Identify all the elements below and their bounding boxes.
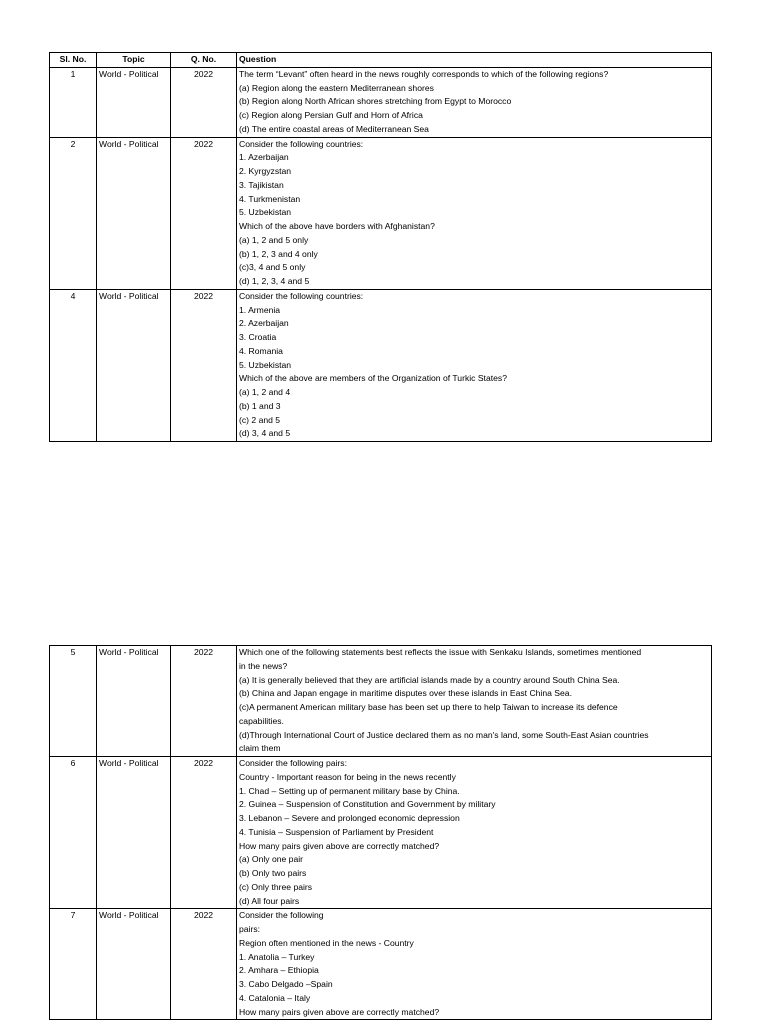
question-line: 4. Turkmenistan <box>239 193 301 204</box>
question-line: (a) Region along the eastern Mediterranean shores <box>239 82 434 93</box>
question-line: 5. Uzbekistan <box>239 207 292 218</box>
topic-cell: World - Political <box>97 646 171 757</box>
questions-table-2 <box>49 645 712 1020</box>
header-sl-no: Sl. No. <box>50 53 97 68</box>
question-line: Consider the following countries: <box>239 138 364 149</box>
question-line: (b) 1, 2, 3 and 4 only <box>239 248 318 259</box>
sl-no-cell: 1 <box>50 67 97 137</box>
question-line: capabilities. <box>239 715 284 726</box>
question-cell <box>237 137 712 289</box>
question-line: (d) 1, 2, 3, 4 and 5 <box>239 276 310 286</box>
question-cell <box>237 909 712 1020</box>
question-line: 1. Chad – Setting up of permanent military base by China. <box>239 785 460 796</box>
question-line: Country - Important reason for being in the news recently <box>239 771 456 782</box>
sl-no-cell: 5 <box>50 646 97 757</box>
question-line: Region often mentioned in the news - Country <box>239 937 414 948</box>
question-cell <box>237 289 712 441</box>
question-line: 2. Azerbaijan <box>239 318 289 329</box>
table-row <box>50 67 712 137</box>
table-2-body <box>50 646 712 1020</box>
topic-cell: World - Political <box>97 757 171 909</box>
q-no-cell: 2022 <box>171 67 237 137</box>
question-line: 2. Kyrgyzstan <box>239 166 292 176</box>
question-line: 1. Anatolia – Turkey <box>239 951 315 962</box>
question-line: 5. Uzbekistan <box>239 359 292 370</box>
q-no-cell: 2022 <box>171 289 237 441</box>
question-line: pairs: <box>239 924 261 934</box>
question-line: (c) Only three pairs <box>239 881 313 892</box>
table-row <box>50 909 712 1020</box>
sl-no-cell: 6 <box>50 757 97 909</box>
table-1-body <box>50 67 712 441</box>
question-line: Which of the above have borders with Afghanistan? <box>239 221 435 231</box>
question-line: 3. Cabo Delgado –Spain <box>239 979 333 989</box>
question-line: How many pairs given above are correctly matched? <box>239 840 440 851</box>
question-line: in the news? <box>239 660 288 671</box>
table-row <box>50 646 712 757</box>
q-no-cell: 2022 <box>171 646 237 757</box>
table-row <box>50 289 712 441</box>
table-row <box>50 757 712 909</box>
topic-cell: World - Political <box>97 289 171 441</box>
question-line: 3. Croatia <box>239 332 277 342</box>
question-line: 4. Catalonia – Italy <box>239 992 311 1003</box>
q-no-cell: 2022 <box>171 137 237 289</box>
header-q-no: Q. No. <box>171 53 237 68</box>
question-line: (b) China and Japan engage in maritime disputes over these islands in East China Sea. <box>239 688 572 699</box>
question-line: (b) Region along North African shores stretching from Egypt to Morocco <box>239 96 512 107</box>
question-line: 3. Tajikistan <box>239 179 284 190</box>
header-question: Question <box>237 53 712 68</box>
question-line: 4. Romania <box>239 345 283 356</box>
question-line: Consider the following <box>239 910 324 921</box>
question-line: (a) Only one pair <box>239 854 304 865</box>
topic-cell: World - Political <box>97 137 171 289</box>
question-line: 1. Armenia <box>239 304 281 315</box>
question-line: (d)Through International Court of Justice declared them as no man's land, some South-East Asian countries <box>239 729 649 740</box>
question-line: (d) The entire coastal areas of Mediterranean Sea <box>239 123 429 134</box>
question-line: (a) 1, 2 and 5 only <box>239 234 309 245</box>
question-line: (b) Only two pairs <box>239 868 307 878</box>
header-row <box>50 53 712 68</box>
question-line: 3. Lebanon – Severe and prolonged economic depression <box>239 813 460 823</box>
question-line: 4. Tunisia – Suspension of Parliament by President <box>239 826 434 837</box>
question-line: Consider the following pairs: <box>239 758 347 768</box>
question-line: 1. Azerbaijan <box>239 152 289 163</box>
q-no-cell: 2022 <box>171 757 237 909</box>
question-line: Which one of the following statements best reflects the issue with Senkaku Islands, sometimes mentioned <box>239 647 642 657</box>
questions-table-1 <box>49 52 712 442</box>
sl-no-cell: 2 <box>50 137 97 289</box>
question-line: Consider the following countries: <box>239 290 364 301</box>
question-line: (d) All four pairs <box>239 895 300 906</box>
question-cell <box>237 67 712 137</box>
question-line: How many pairs given above are correctly matched? <box>239 1006 440 1017</box>
q-no-cell: 2022 <box>171 909 237 1020</box>
question-line: (c) 2 and 5 <box>239 414 281 425</box>
topic-cell: World - Political <box>97 909 171 1020</box>
sl-no-cell: 7 <box>50 909 97 1020</box>
question-line: 2. Amhara – Ethiopia <box>239 965 319 976</box>
question-line: The term “Levant” often heard in the news roughly corresponds to which of the following regions? <box>239 68 609 79</box>
question-line: (b) 1 and 3 <box>239 400 281 411</box>
question-line: (c)3, 4 and 5 only <box>239 262 306 273</box>
topic-cell: World - Political <box>97 67 171 137</box>
question-line: 2. Guinea – Suspension of Constitution and Government by military <box>239 799 496 810</box>
question-cell <box>237 757 712 909</box>
question-cell <box>237 646 712 757</box>
sl-no-cell: 4 <box>50 289 97 441</box>
question-line: (a) It is generally believed that they are artificial islands made by a country around South China Sea. <box>239 674 620 685</box>
question-line: Which of the above are members of the Organization of Turkic States? <box>239 373 507 384</box>
question-line: (d) 3, 4 and 5 <box>239 428 291 439</box>
header-topic: Topic <box>97 53 171 68</box>
table-row <box>50 137 712 289</box>
question-line: (c)A permanent American military base has been set up there to help Taiwan to increase its defence <box>239 702 618 712</box>
question-line: (a) 1, 2 and 4 <box>239 387 291 397</box>
question-line: (c) Region along Persian Gulf and Horn of Africa <box>239 110 423 120</box>
question-line: claim them <box>239 743 281 754</box>
